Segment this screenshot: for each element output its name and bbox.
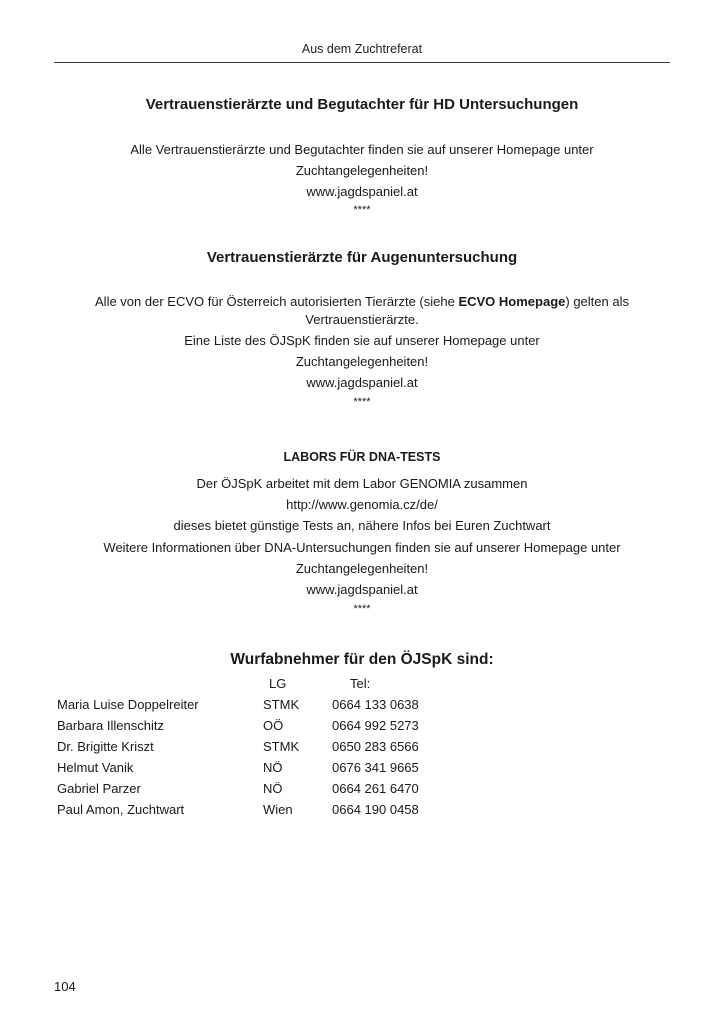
- eye-text-line-1-start: Alle von der ECVO für Österreich autorisierten Tierärzte (siehe: [95, 294, 459, 309]
- eye-text-line-4: Zuchtangelegenheiten!: [295, 354, 429, 369]
- inspector-region: NÖ: [263, 781, 283, 796]
- heading-eye-examiners: Vertrauenstierärzte für Augenuntersuchung: [206, 249, 518, 266]
- dna-separator-stars: ****: [353, 603, 371, 615]
- inspector-name: Helmut Vanik: [57, 760, 134, 775]
- page-number: 104: [54, 979, 76, 994]
- inspector-region: NÖ: [263, 760, 283, 775]
- inspector-phone: 0664 133 0638: [332, 697, 419, 712]
- inspector-name: Barbara Illenschitz: [57, 718, 164, 733]
- inspector-name: Maria Luise Doppelreiter: [57, 697, 199, 712]
- hd-homepage-link[interactable]: www.jagdspaniel.at: [306, 184, 418, 199]
- inspector-phone: 0664 190 0458: [332, 802, 419, 817]
- genomia-link[interactable]: http://www.genomia.cz/de/: [286, 497, 438, 512]
- column-header-lg: LG: [269, 676, 287, 691]
- hd-text-line-2: Zuchtangelegenheiten!: [295, 163, 429, 178]
- inspector-region: STMK: [263, 739, 300, 754]
- eye-text-line-1: [54, 293, 670, 310]
- heading-litter-inspectors: Wurfabnehmer für den ÖJSpK sind:: [230, 651, 494, 668]
- inspector-phone: 0664 261 6470: [332, 781, 419, 796]
- eye-text-line-1-end: ) gelten als: [565, 294, 629, 309]
- header-divider: [54, 62, 670, 63]
- inspector-name: Paul Amon, Zuchtwart: [57, 802, 185, 817]
- table-row: [54, 799, 670, 820]
- ecvo-homepage-text: ECVO Homepage: [458, 294, 566, 309]
- hd-text-line-1: Alle Vertrauenstierärzte und Begutachter finden sie auf unserer Homepage unter: [130, 142, 594, 157]
- inspectors-table: [54, 673, 670, 820]
- inspector-phone: 0664 992 5273: [332, 718, 419, 733]
- dna-homepage-link[interactable]: www.jagdspaniel.at: [306, 582, 418, 597]
- hd-separator-stars: ****: [353, 204, 371, 216]
- inspector-name: Dr. Brigitte Kriszt: [57, 739, 154, 754]
- table-row: [54, 778, 670, 799]
- inspector-region: OÖ: [263, 718, 284, 733]
- inspector-region: STMK: [263, 697, 300, 712]
- table-row: [54, 694, 670, 715]
- table-header-row: [54, 673, 670, 694]
- inspector-name: Gabriel Parzer: [57, 781, 141, 796]
- dna-text-line-4: Weitere Informationen über DNA-Untersuchungen finden sie auf unserer Homepage unter: [103, 540, 621, 555]
- eye-homepage-link[interactable]: www.jagdspaniel.at: [306, 375, 418, 390]
- dna-text-line-1: Der ÖJSpK arbeitet mit dem Labor GENOMIA zusammen: [196, 476, 528, 491]
- column-header-tel: Tel:: [350, 676, 371, 691]
- eye-text-line-2: Vertrauenstierärzte.: [305, 312, 419, 327]
- dna-text-line-5: Zuchtangelegenheiten!: [295, 561, 429, 576]
- table-row: [54, 715, 670, 736]
- inspector-region: Wien: [263, 802, 293, 817]
- table-row: [54, 736, 670, 757]
- inspector-phone: 0676 341 9665: [332, 760, 419, 775]
- eye-text-line-3: Eine Liste des ÖJSpK finden sie auf unserer Homepage unter: [184, 333, 540, 348]
- running-header: Aus dem Zuchtreferat: [301, 42, 423, 56]
- dna-text-line-3: dieses bietet günstige Tests an, nähere Infos bei Euren Zuchtwart: [173, 518, 551, 533]
- inspector-phone: 0650 283 6566: [332, 739, 419, 754]
- heading-hd-examiners: Vertrauenstierärzte und Begutachter für HD Untersuchungen: [145, 96, 579, 113]
- eye-separator-stars: ****: [353, 396, 371, 408]
- table-row: [54, 757, 670, 778]
- heading-dna-labs: LABORS FÜR DNA-TESTS: [283, 450, 441, 464]
